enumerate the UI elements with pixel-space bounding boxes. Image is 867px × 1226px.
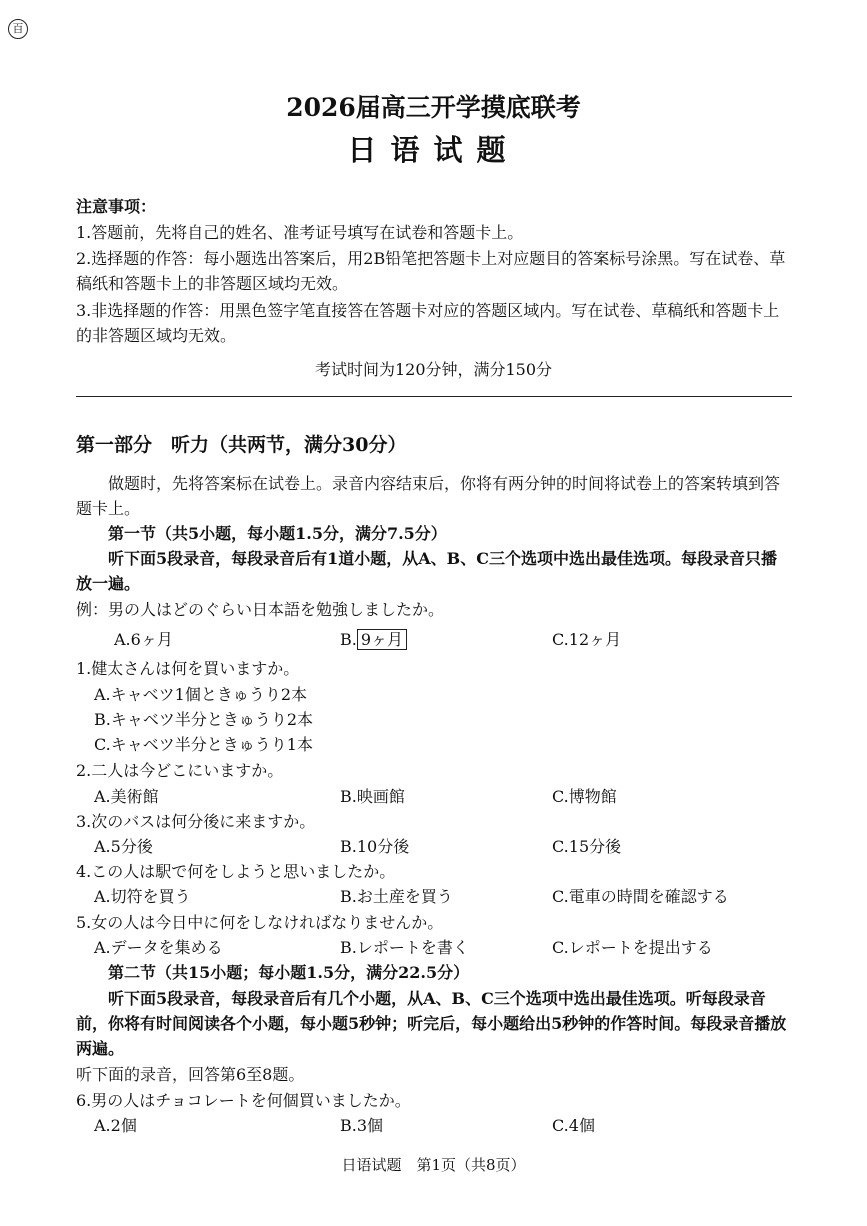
- q3-option-c: C.15分後: [552, 837, 622, 856]
- q5-question: 5.女の人は今日中に何をしなければなりませんか。: [76, 913, 444, 932]
- q2-option-a: A.美術館: [94, 787, 159, 806]
- section2-lead: 听下面的录音，回答第6至8题。: [76, 1065, 305, 1084]
- q2-option-c: C.博物館: [552, 787, 617, 806]
- q4-question: 4.この人は駅で何をしようと思いましたか。: [76, 862, 396, 881]
- q1-option-a: A.キャベツ1個ときゅうり2本: [94, 685, 308, 704]
- q6-question: 6.男の人はチョコレートを何個買いましたか。: [76, 1091, 411, 1110]
- q6-option-c: C.4個: [552, 1116, 595, 1135]
- q1-question: 1.健太さんは何を買いますか。: [76, 659, 300, 678]
- q2-option-b: B.映画館: [340, 787, 405, 806]
- q3-option-b: B.10分後: [340, 837, 410, 856]
- example-question: 例：男の人はどのぐらい日本語を勉強しましたか。: [76, 600, 445, 619]
- q6-option-b: B.3個: [340, 1116, 384, 1135]
- header-divider: [76, 396, 792, 397]
- section1-instruction: 听下面5段录音，每段录音后有1道小题，从A、B、C三个选项中选出最佳选项。每段录音只播放一遍。: [76, 549, 777, 593]
- q4-option-c: C.電車の時間を確認する: [552, 887, 729, 906]
- example-option-c: C.12ヶ月: [552, 630, 622, 649]
- q1-option-b: B.キャベツ半分ときゅうり2本: [94, 710, 314, 729]
- part1-heading: 第一部分 听力（共两节，满分30分）: [76, 434, 407, 456]
- q3-question: 3.次のバスは何分後に来ますか。: [76, 812, 316, 831]
- section2-heading: 第二节（共15小题；每小题1.5分，满分22.5分）: [108, 963, 470, 982]
- notice-heading: 注意事项：: [76, 197, 157, 216]
- q5-option-b: B.レポートを書く: [340, 938, 469, 957]
- subject-title: 日语试题: [347, 133, 520, 167]
- example-option-b: [340, 627, 407, 652]
- notice-item-1: 1.答题前，先将自己的姓名、准考证号填写在试卷和答题卡上。: [76, 223, 524, 242]
- page-footer: 日语试题 第1页（共8页）: [341, 1156, 526, 1174]
- example-option-b-prefix: B.: [340, 630, 357, 649]
- part1-intro: 做题时，先将答案标在试卷上。录音内容结束后，你将有两分钟的时间将试卷上的答案转填到答题卡上。: [76, 474, 781, 518]
- section1-heading: 第一节（共5小题，每小题1.5分，满分7.5分）: [108, 524, 447, 543]
- q4-option-a: A.切符を買う: [94, 887, 191, 906]
- q5-option-c: C.レポートを提出する: [552, 938, 713, 957]
- exam-time-info: 考试时间为120分钟，满分150分: [314, 360, 553, 379]
- q5-option-a: A.データを集める: [94, 938, 223, 957]
- notice-item-3: 3.非选择题的作答：用黑色签字笔直接答在答题卡对应的答题区域内。写在试卷、草稿纸和答题卡上的非答题区域均无效。: [76, 301, 780, 345]
- q3-option-a: A.5分後: [94, 837, 153, 856]
- example-answer-box: 9ヶ月: [357, 629, 407, 650]
- q6-option-a: A.2個: [94, 1116, 137, 1135]
- notice-item-2: 2.选择题的作答：每小题选出答案后，用2B铅笔把答题卡上对应题目的答案标号涂黑。写在试卷、草稿纸和答题卡上的非答题区域均无效。: [76, 249, 786, 293]
- exam-title: 2026届高三开学摸底联考: [286, 93, 581, 122]
- section2-instruction: 听下面5段录音，每段录音后有几个小题，从A、B、C三个选项中选出最佳选项。听每段录音前，你将有时间阅读各个小题，每小题5秒钟；听完后，每小题给出5秒钟的作答时间。每段录音播放两遍。: [76, 989, 787, 1058]
- q4-option-b: B.お土産を買う: [340, 887, 453, 906]
- q1-option-c: C.キャベツ半分ときゅうり1本: [94, 735, 313, 754]
- q2-question: 2.二人は今どこにいますか。: [76, 761, 284, 780]
- corner-badge: 百: [8, 19, 28, 39]
- example-option-a: A.6ヶ月: [114, 630, 173, 649]
